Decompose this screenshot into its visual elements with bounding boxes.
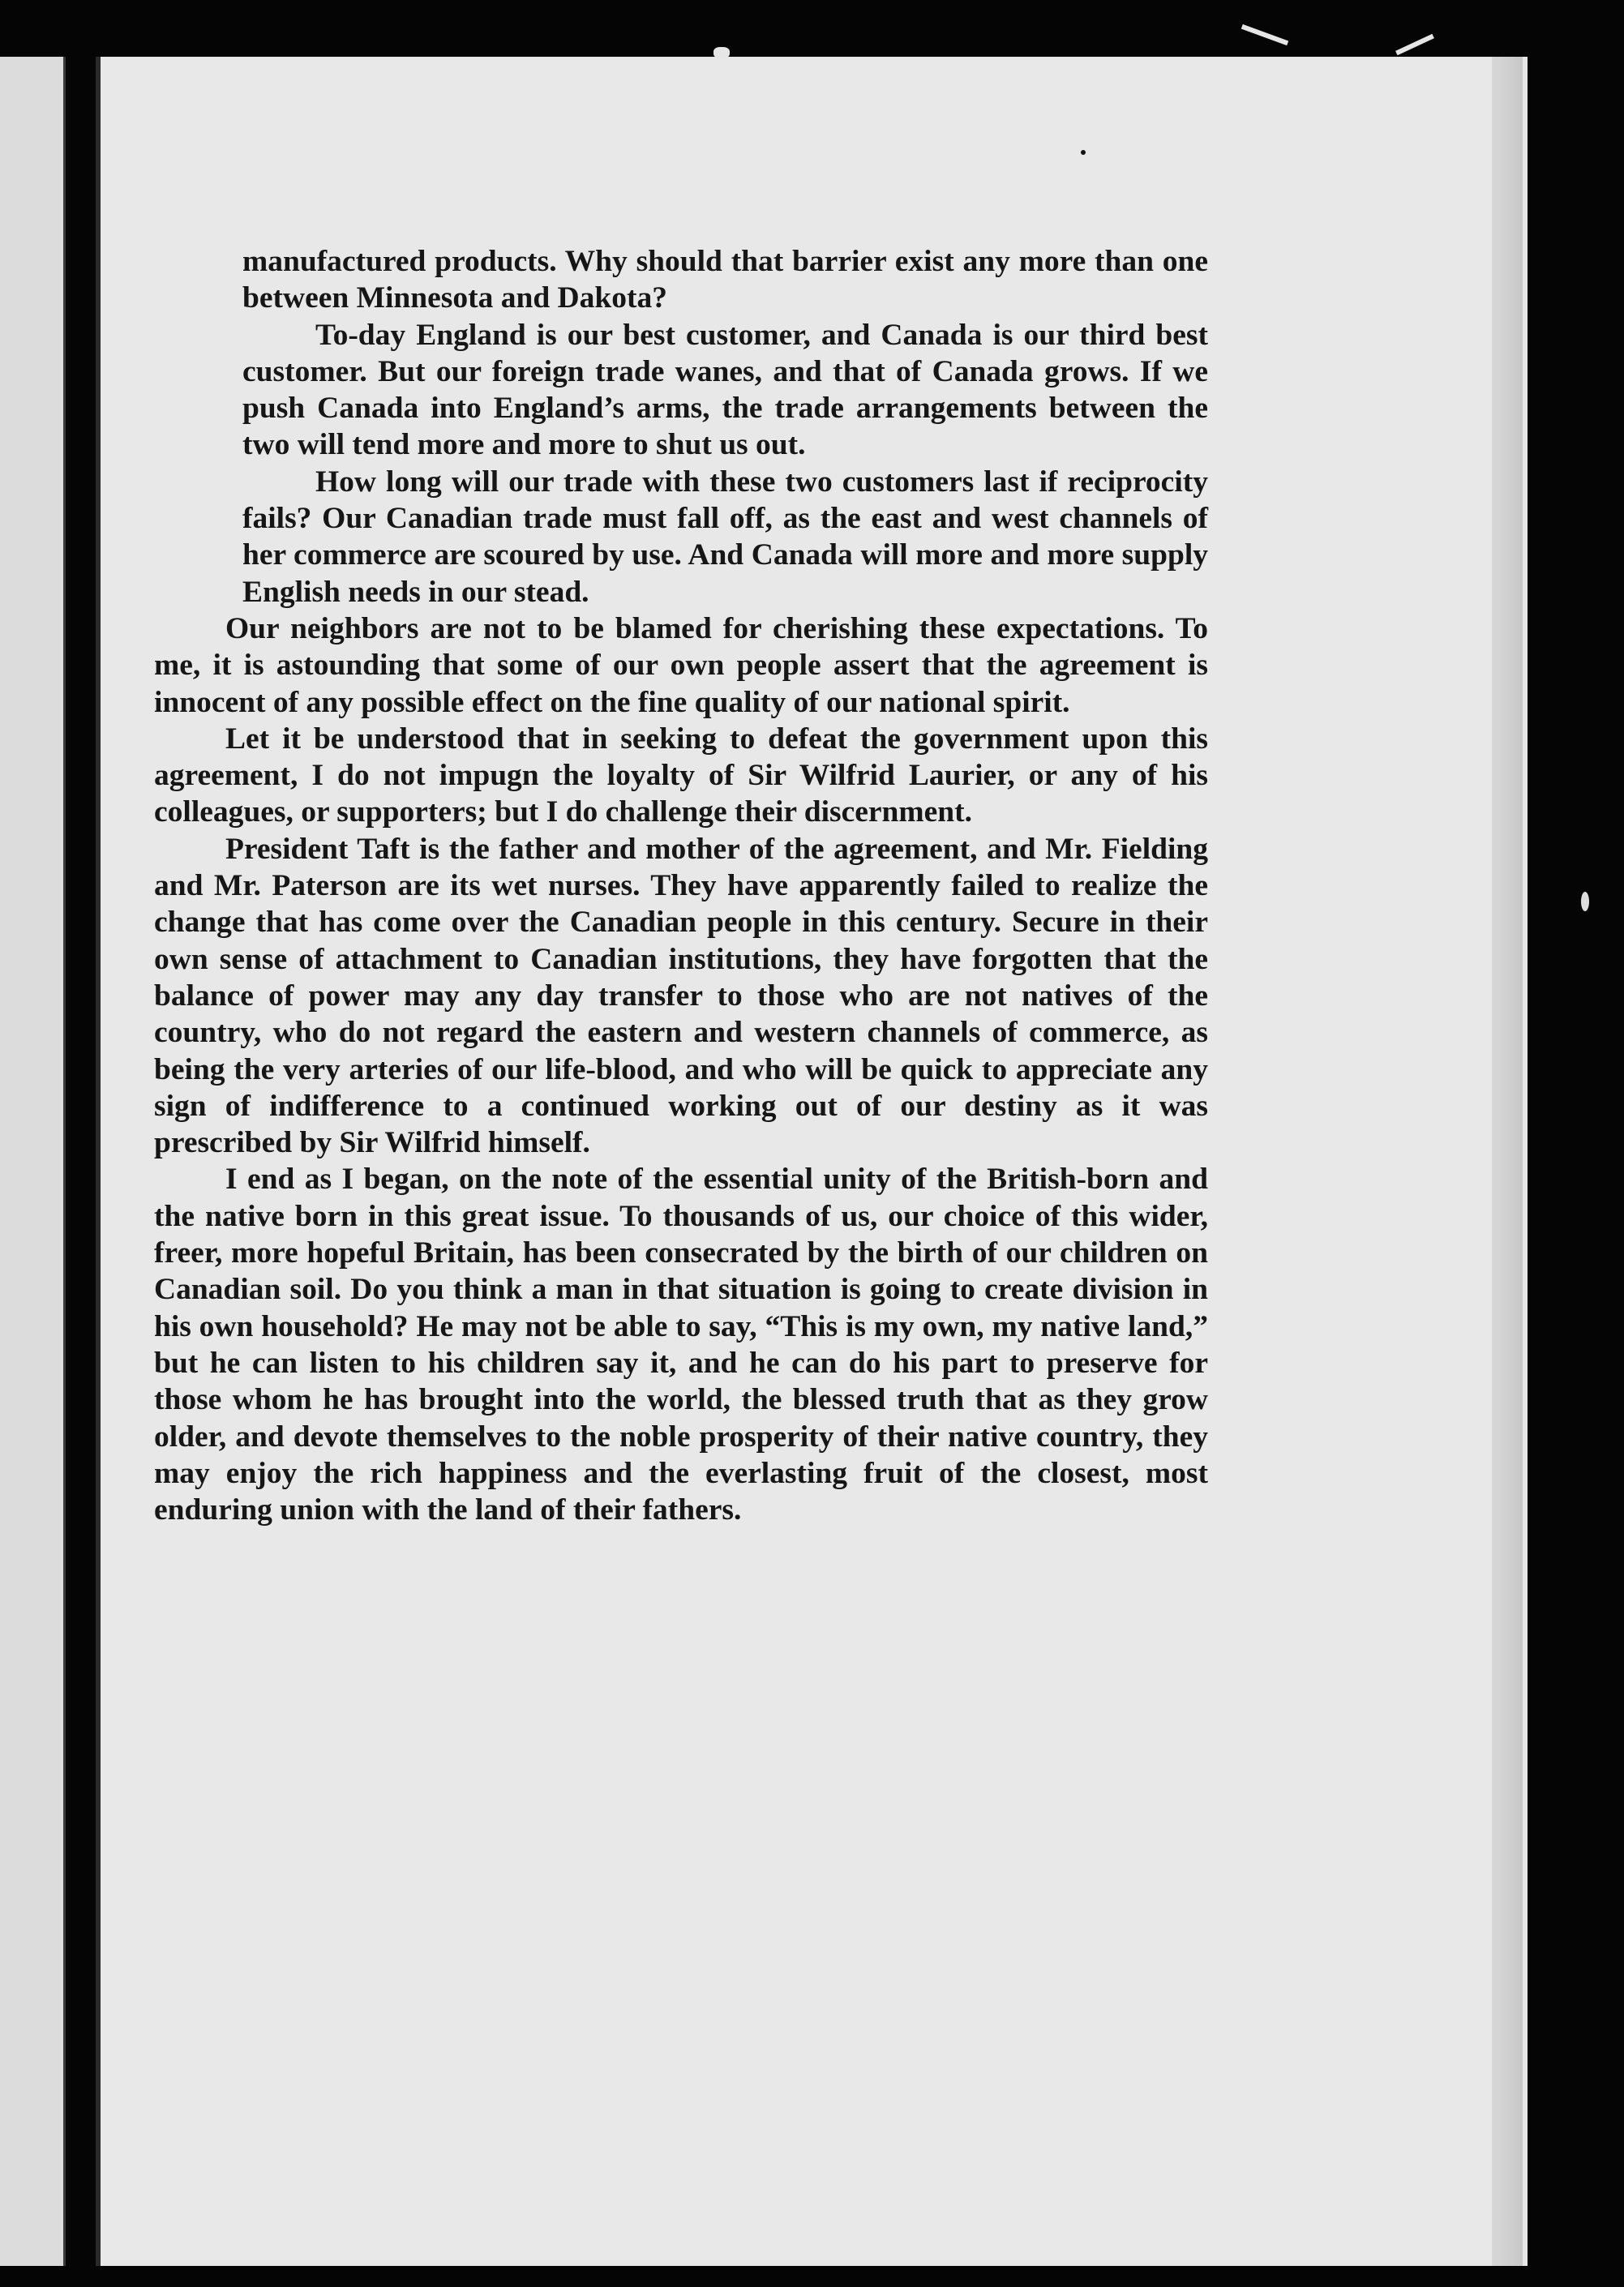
page-edge-shadow [1492,57,1523,2266]
paragraph-body-4: I end as I began, on the note of the essential unity of the British-born and the native born in this great issue. To thousands of us, our choice of this wider, freer, more hopeful Britain, has been consecrated by the birth of our children on Canadian soil. Do you think a man in that situation is going to create division in his own household? He may not be able to say, “This is my own, my native land,” but he can listen to his children say it, and he can do his part to preserve for those whom he has brought into the world, the blessed truth that as they grow older, and devote themselves to the noble prosperity of their native country, they may enjoy the rich happiness and the everlasting fruit of the closest, most enduring union with the land of their fathers. [154,1163,1208,1527]
paragraph-quote-1: manufactured products. Why should that barrier exist any more than one between Minnesota and Dakota? [242,245,1208,315]
scan-artifact [1581,892,1589,911]
scan-artifact [1241,24,1288,45]
paragraph-body-1: Our neighbors are not to be blamed for cherishing these expectations. To me, it is astounding that some of our own people assert that the agreement is innocent of any possible effect on the fine quality of our national spirit. [154,611,1208,719]
paragraph-quote-3: How long will our trade with these two customers last if reciprocity fails? Our Canadian trade must fall off, as the east and west channels of her commerce are scoured by use. And Canada will more and more supply English needs in our stead. [242,465,1208,609]
document-text [154,243,1208,1528]
paragraph-body-2: Let it be understood that in seeking to defeat the government upon this agreement, I do not impugn the loyalty of Sir Wilfrid Laurier, or any of his colleagues, or supporters; but I do challenge their discernment. [154,722,1208,829]
facing-page-edge [0,57,66,2266]
scan-artifact [713,47,730,58]
scan-artifact [1395,34,1434,56]
scan-speck [1081,150,1086,155]
paragraph-body-3: President Taft is the father and mother of the agreement, and Mr. Fielding and Mr. Paterson are its wet nurses. They have apparently failed to realize the change that has come over the Canadian people in this century. Secure in their own sense of attachment to Canadian institutions, they have forgotten that the balance of power may any day transfer to those who are not natives of the country, who do not regard the eastern and western channels of commerce, as being the very arteries of our life-blood, and who will be quick to appreciate any sign of indifference to a continued working out of our destiny as it was prescribed by Sir Wilfrid himself. [154,832,1208,1160]
paragraph-quote-2: To-day England is our best customer, and Canada is our third best customer. But our foreign trade wanes, and that of Canada grows. If we push Canada into England’s arms, the trade arrangements between the two will tend more and more to shut us out. [242,318,1208,462]
